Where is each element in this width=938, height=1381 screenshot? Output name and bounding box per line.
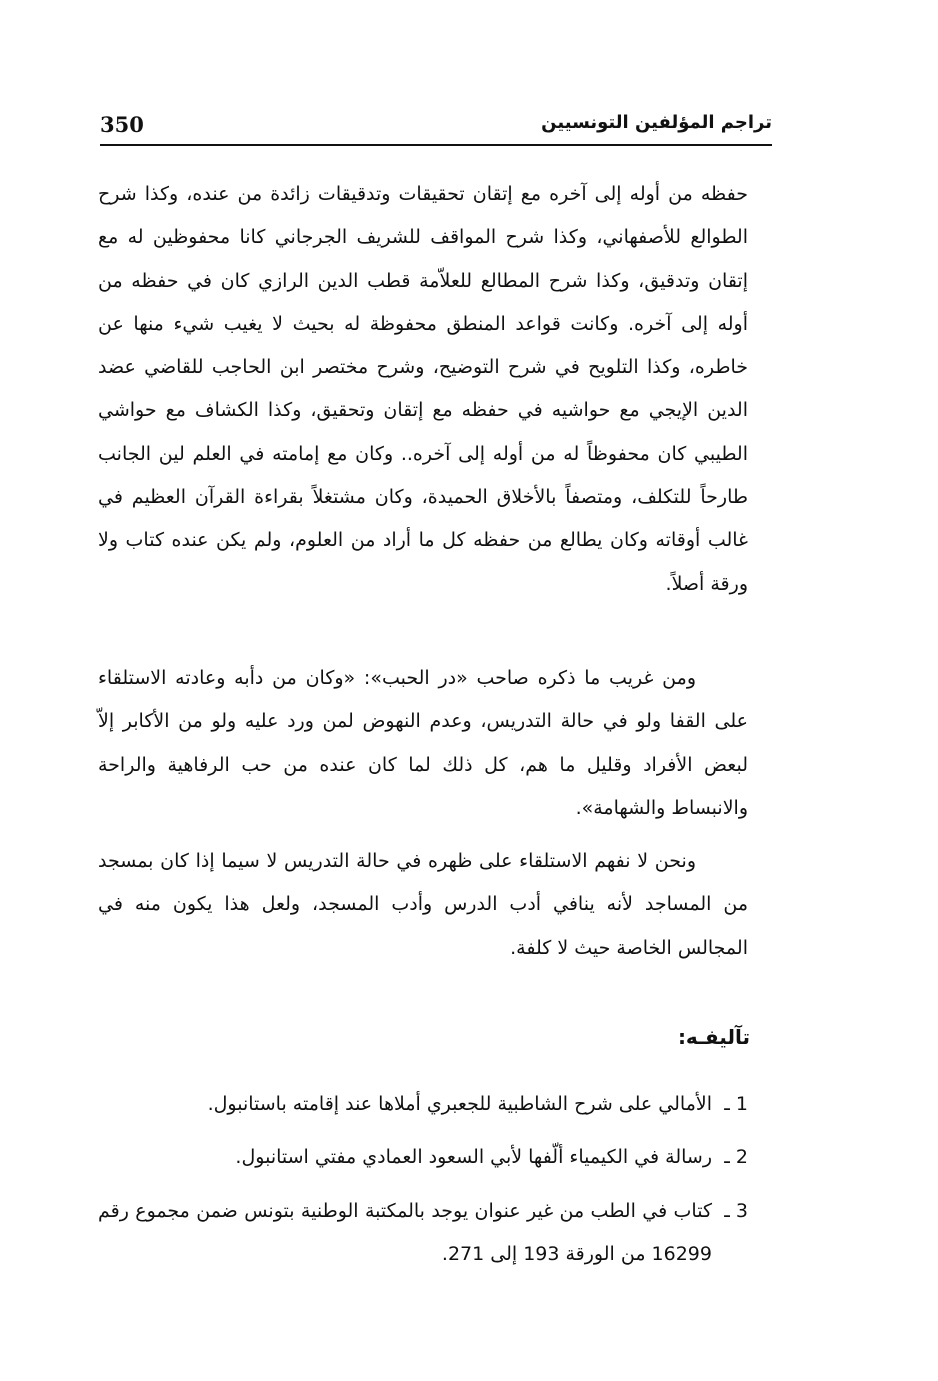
item-text: كتاب في الطب من غير عنوان يوجد بالمكتبة الوطنية بتونس ضمن مجموع رقم 16299 من الورقة 193 إلى 271. xyxy=(98,1199,712,1265)
list-item xyxy=(98,1136,748,1179)
item-text: الأمالي على شرح الشاطبية للجعبري أملاها عند إقامته باستانبول. xyxy=(207,1093,712,1115)
item-number: 3 ـ xyxy=(724,1199,748,1222)
page-header xyxy=(100,110,772,146)
paragraph: حفظه من أوله إلى آخره مع إتقان تحقيقات وتدقيقات زائدة من عنده، وكذا شرح الطوالع للأصفهاني، وكذا شرح المواقف للشريف الجرجاني كانا محفوظين له مع إتقان وتدقيق، وكذا شرح المطالع للعلاّمة قطب الدين الرازي كان في حفظه من أوله إلى آخره. وكانت قواعد المنطق محفوظة له بحيث لا يغيب شيء منها عن خاطره، وكذا التلويح في شرح التوضيح، وشرح مختصر ابن الحاجب للقاضي عضد الدين الإيجي مع حواشيه في حفظه مع إتقان وتحقيق، وكذا الكشاف مع حواشي الطيبي كان محفوظاً له من أوله إلى آخره.. وكان مع إمامته في العلم لين الجانب طارحاً للتكلف، ومتصفاً بالأخلاق الحميدة، وكان مشتغلاً بقراءة القرآن العظيم في غالب أوقاته وكان يطالع من حفظه كل ما أراد من العلوم، ولم يكن عنده كتاب ولا ورقة أصلاً. xyxy=(98,183,748,595)
list-item xyxy=(98,1083,748,1126)
running-title: تراجم المؤلفين التونسيين xyxy=(541,112,772,133)
works-list xyxy=(98,1083,748,1286)
item-number: 2 ـ xyxy=(724,1146,748,1169)
item-number: 1 ـ xyxy=(724,1093,748,1115)
page-number: 350 xyxy=(100,112,144,137)
paragraph: ونحن لا نفهم الاستلقاء على ظهره في حالة التدريس لا سيما إذا كان بمسجد من المساجد لأنه ينافي أدب الدرس وأدب المسجد، ولعل هذا يكون منه في المجالس الخاصة حيث لا كلفة. xyxy=(98,850,748,959)
paragraph: ومن غريب ما ذكره صاحب «در الحبب»: «وكان من دأبه وعادته الاستلقاء على القفا ولو في حالة التدريس، وعدم النهوض لمن ورد عليه ولو من الأكابر إلاّ لبعض الأفراد وقليل ما هم، كل ذلك لما كان عنده من حب الرفاهية والراحة والانبساط والشهامة». xyxy=(98,667,748,819)
item-text: رسالة في الكيمياء ألّفها لأبي السعود العمادي مفتي استانبول. xyxy=(235,1146,712,1169)
list-item xyxy=(98,1190,748,1277)
works-heading: تآليفـه: xyxy=(677,1025,750,1049)
